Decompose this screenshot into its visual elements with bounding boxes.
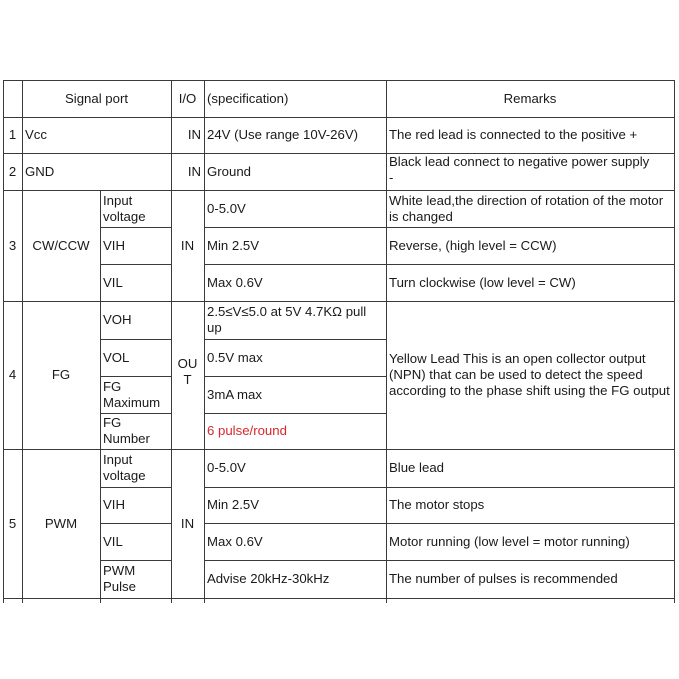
spec-value-text: 2.5≤V≤5.0 at 5V 4.7KΩ pull up (207, 304, 367, 335)
signal-name (22, 190, 100, 301)
signal-name-text: FG (51, 367, 71, 382)
row-number (3, 301, 22, 449)
sub-label-text: VIL (103, 533, 123, 549)
spec-value-text: 3mA max (207, 386, 262, 402)
header-signal-port-text: Signal port (64, 90, 129, 106)
sub-label (100, 264, 171, 301)
row-number-text: 1 (8, 127, 17, 142)
sub-label-text: PWM Pulse (103, 563, 136, 594)
row-number (3, 153, 22, 190)
remark-value (386, 264, 674, 301)
spec-value-text: Max 0.6V (207, 533, 263, 549)
signal-name-text: PWM (44, 515, 78, 531)
row-number-text: 4 (8, 367, 17, 382)
io-value-line: OU (177, 356, 198, 371)
remark-value-text: Reverse, (high level = CCW) (389, 237, 557, 253)
spec-value (204, 560, 386, 598)
spec-value (204, 523, 386, 560)
sub-label-text: Input voltage (103, 452, 146, 483)
spec-value-text: Max 0.6V (207, 274, 263, 290)
remark-value (386, 117, 674, 153)
remark-value (386, 449, 674, 487)
row-number-text: 3 (8, 237, 17, 253)
spec-value-text: Ground (207, 163, 251, 179)
io-value-text: IN (187, 127, 201, 142)
sub-label-text: VOL (103, 349, 130, 365)
row-number (3, 449, 22, 598)
header-remarks (386, 80, 674, 117)
sub-label (100, 339, 171, 376)
spec-value (204, 376, 386, 413)
sub-label-text: Input voltage (103, 192, 146, 224)
sub-label (100, 487, 171, 523)
remark-value-text: Turn clockwise (low level = CW) (389, 274, 576, 290)
sub-label (100, 376, 171, 413)
table-border-right (674, 80, 675, 603)
header-io-text: I/O (178, 90, 197, 106)
io-value (171, 356, 204, 396)
remark-line: - (389, 170, 394, 185)
header-io (171, 80, 204, 117)
sub-label-text: VIL (103, 274, 123, 290)
sub-label-text: FG Number (103, 415, 150, 446)
sub-label (100, 560, 171, 598)
signal-name-text: GND (25, 163, 55, 179)
row-number (3, 117, 22, 153)
io-value (171, 449, 204, 598)
remark-value (386, 190, 674, 227)
row-number-text: 5 (8, 515, 17, 531)
remark-value (386, 523, 674, 560)
remark-value-text: The motor stops (389, 497, 485, 512)
spec-value-highlight (204, 413, 386, 449)
row-number-text: 2 (8, 163, 17, 179)
signal-name-text: Vcc (25, 127, 47, 142)
io-value-text: IN (180, 515, 195, 531)
remark-line: Black lead connect to negative power supply (389, 154, 650, 169)
signal-name-text: CW/CCW (32, 237, 90, 253)
sub-label (100, 190, 171, 227)
spec-value-text: Advise 20kHz-30kHz (207, 571, 330, 586)
spec-value-text: 0-5.0V (207, 460, 246, 475)
remark-value-text: Yellow Lead This is an open collector output (NPN) that can be used to detect the speed according to the phase shift using the FG output (389, 351, 670, 398)
sub-label (100, 227, 171, 264)
io-value (171, 117, 204, 153)
remark-value (386, 301, 674, 449)
spec-value (204, 227, 386, 264)
signal-name (22, 301, 100, 449)
signal-name (22, 449, 100, 598)
sub-label (100, 413, 171, 449)
signal-name (22, 117, 171, 153)
remark-value (386, 560, 674, 598)
spec-value (204, 487, 386, 523)
sub-label-text: VOH (103, 312, 132, 327)
spec-value-text: 0.5V max (207, 349, 263, 365)
header-specification-text: (specification) (207, 90, 289, 106)
header-specification (204, 80, 386, 117)
sub-label (100, 449, 171, 487)
remark-value (386, 487, 674, 523)
sub-label-text: VIH (103, 497, 125, 512)
header-remarks-text: Remarks (503, 90, 557, 106)
row-number (3, 190, 22, 301)
spec-value (204, 339, 386, 376)
remark-value-text: The number of pulses is recommended (389, 571, 618, 586)
spec-value-text: Min 2.5V (207, 497, 260, 512)
signal-name (22, 153, 171, 190)
spec-value (204, 264, 386, 301)
sub-label-text: VIH (103, 237, 125, 253)
header-signal-port (22, 80, 171, 117)
sub-label (100, 523, 171, 560)
spec-value (204, 153, 386, 190)
remark-value-text: Motor running (low level = motor running) (389, 533, 630, 549)
spec-value-text: 0-5.0V (207, 200, 246, 216)
spec-value (204, 301, 386, 339)
io-value (171, 190, 204, 301)
spec-value (204, 449, 386, 487)
table-border-bottom (3, 598, 675, 599)
spec-value-text: Min 2.5V (207, 237, 260, 253)
remark-value-text: White lead,the direction of rotation of the motor is changed (389, 192, 664, 224)
remark-value-text: Blue lead (389, 460, 444, 475)
spec-value-text: 6 pulse/round (207, 423, 287, 438)
spec-value-text: 24V (Use range 10V-26V) (207, 127, 359, 142)
spec-value (204, 117, 386, 153)
spec-value (204, 190, 386, 227)
sub-label (100, 301, 171, 339)
io-value-text: IN (180, 237, 195, 253)
io-value-line: T (183, 372, 192, 387)
sub-label-text: FG Maximum (103, 378, 161, 410)
remark-value (386, 154, 674, 190)
remark-value-text: The red lead is connected to the positive + (389, 127, 638, 142)
io-value (171, 153, 204, 190)
io-value-text: IN (187, 163, 201, 179)
remark-value (386, 227, 674, 264)
